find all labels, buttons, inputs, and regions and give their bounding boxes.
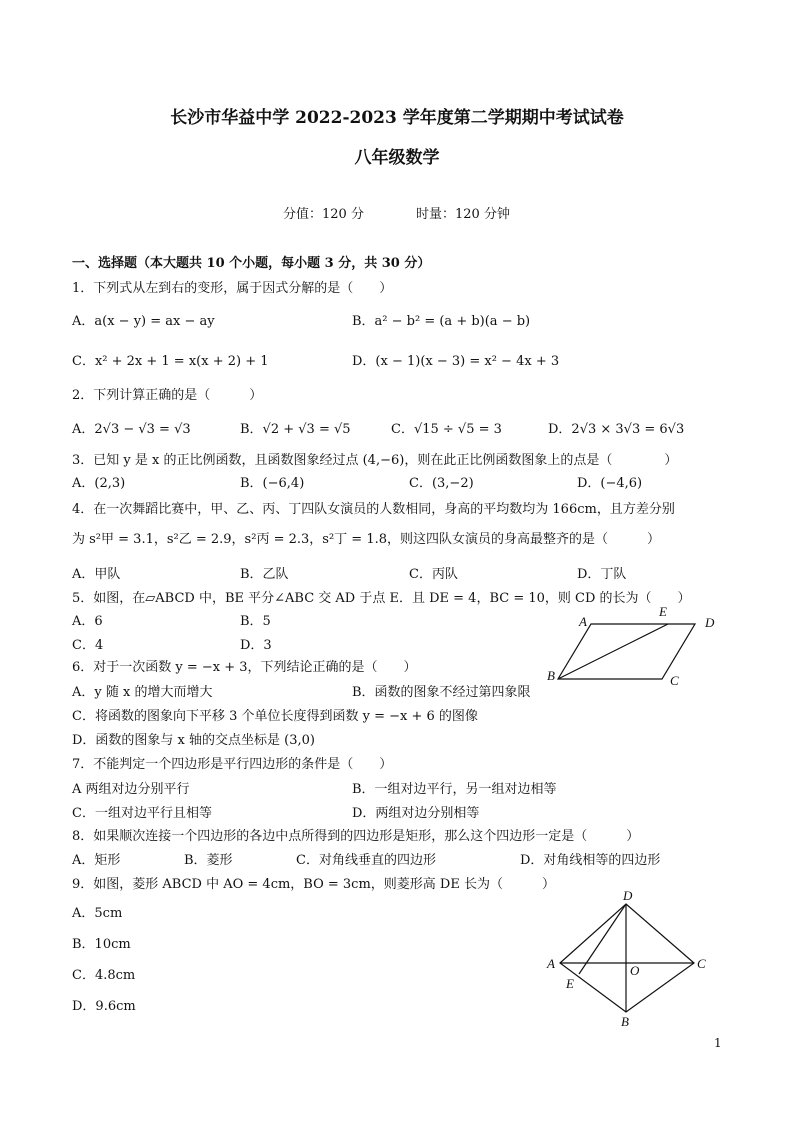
- q1-option-c: C．x² + 2x + 1 = x(x + 2) + 1: [72, 354, 269, 369]
- q5-option-a: A．6: [72, 614, 103, 629]
- q1-option-b: B．a² − b² = (a + b)(a − b): [352, 314, 531, 329]
- q1-option-d: D．(x − 1)(x − 3) = x² − 4x + 3: [352, 354, 560, 369]
- exam-title: 长沙市华益中学 2022-2023 学年度第二学期期中考试试卷: [170, 108, 624, 128]
- label-c: C: [670, 673, 679, 688]
- label-a: A: [579, 614, 587, 629]
- page-number: 1: [714, 1036, 722, 1050]
- label-b: B: [547, 668, 555, 683]
- label-b: B: [621, 1014, 629, 1029]
- label-e: E: [659, 604, 667, 619]
- q6-stem: 6．对于一次函数 y = −x + 3，下列结论正确的是（ ）: [72, 660, 417, 675]
- q9-option-a: A．5cm: [72, 906, 123, 921]
- label-d: D: [623, 890, 633, 903]
- q2-option-b: B．√2 + √3 = √5: [240, 422, 351, 437]
- q4-stem-line1: 4．在一次舞蹈比赛中，甲、乙、丙、丁四队女演员的人数相同，身高的平均数均为 166cm，且方差分别: [72, 502, 675, 517]
- q8-stem: 8．如果顺次连接一个四边形的各边中点所得到的四边形是矩形，那么这个四边形一定是（ ）: [72, 829, 640, 844]
- q2-option-d: D．2√3 × 3√3 = 6√3: [548, 422, 685, 437]
- q1-stem: 1．下列式从左到右的变形，属于因式分解的是（ ）: [72, 281, 393, 296]
- q8-option-b: B．菱形: [184, 853, 233, 868]
- q5-option-c: C．4: [72, 638, 104, 653]
- q1-option-a: A．a(x − y) = ax − ay: [72, 314, 215, 329]
- label-e: E: [566, 976, 574, 991]
- q3-option-b: B．(−6,4): [240, 476, 305, 491]
- q4-option-c: C．丙队: [409, 567, 458, 582]
- q2-option-a: A．2√3 − √3 = √3: [72, 422, 191, 437]
- q6-option-c: C．将函数的图象向下平移 3 个单位长度得到函数 y = −x + 6 的图像: [72, 709, 478, 724]
- score-info: 分值：120 分: [283, 207, 364, 222]
- q9-option-c: C．4.8cm: [72, 968, 136, 983]
- q4-option-b: B．乙队: [240, 567, 289, 582]
- q3-option-a: A．(2,3): [72, 476, 126, 491]
- q6-option-d: D．函数的图象与 x 轴的交点坐标是 (3,0): [72, 733, 315, 748]
- q5-option-d: D．3: [240, 638, 272, 653]
- q8-option-d: D．对角线相等的四边形: [520, 853, 661, 868]
- q3-option-d: D．(−4,6): [577, 476, 643, 491]
- section-heading: 一、选择题（本大题共 10 个小题，每小题 3 分，共 30 分）: [72, 256, 431, 271]
- q5-option-b: B．5: [240, 614, 271, 629]
- rhombus-figure: [535, 890, 725, 1030]
- q7-option-b: B．一组对边平行，另一组对边相等: [352, 782, 557, 797]
- q7-option-c: C．一组对边平行且相等: [72, 806, 212, 821]
- q9-stem: 9．如图，菱形 ABCD 中 AO = 4cm，BO = 3cm，则菱形高 DE 长为（ ）: [72, 877, 555, 892]
- parallelogram-figure: [535, 600, 725, 690]
- q4-option-d: D．丁队: [577, 567, 627, 582]
- label-d: D: [705, 615, 715, 630]
- q4-stem-line2: 为 s²甲 = 3.1，s²乙 = 2.9，s²丙 = 2.3，s²丁 = 1.8，则这四队女演员的身高最整齐的是（ ）: [72, 532, 660, 547]
- q6-option-b: B．函数的图象不经过第四象限: [352, 685, 531, 700]
- q7-stem: 7．不能判定一个四边形是平行四边形的条件是（ ）: [72, 757, 393, 772]
- label-c: C: [697, 956, 706, 971]
- rhombus-abcd: [560, 904, 694, 1012]
- q6-option-a: A．y 随 x 的增大而增大: [72, 685, 213, 700]
- q9-option-d: D．9.6cm: [72, 999, 136, 1014]
- q8-option-a: A．矩形: [72, 853, 121, 868]
- exam-subtitle: 八年级数学: [354, 148, 440, 168]
- q7-option-a: A 两组对边分别平行: [72, 782, 190, 797]
- q2-option-c: C．√15 ÷ √5 = 3: [391, 422, 502, 437]
- label-o: O: [630, 963, 640, 978]
- q3-option-c: C．(3,−2): [409, 476, 474, 491]
- q8-option-c: C．对角线垂直的四边形: [296, 853, 436, 868]
- q7-option-d: D．两组对边分别相等: [352, 806, 480, 821]
- q5-stem: 5．如图，在▱ABCD 中，BE 平分∠ABC 交 AD 于点 E．且 DE = 4，BC = 10，则 CD 的长为（ ）: [72, 591, 691, 606]
- time-info: 时量：120 分钟: [416, 207, 510, 222]
- q4-option-a: A．甲队: [72, 567, 121, 582]
- q3-stem: 3．已知 y 是 x 的正比例函数，且函数图象经过点 (4,−6)，则在此正比例函数图象上的点是（ ）: [72, 453, 678, 468]
- q2-stem: 2．下列计算正确的是（ ）: [72, 388, 263, 403]
- label-a: A: [547, 956, 555, 971]
- q9-option-b: B．10cm: [72, 937, 131, 952]
- parallelogram-abcd: [558, 624, 695, 679]
